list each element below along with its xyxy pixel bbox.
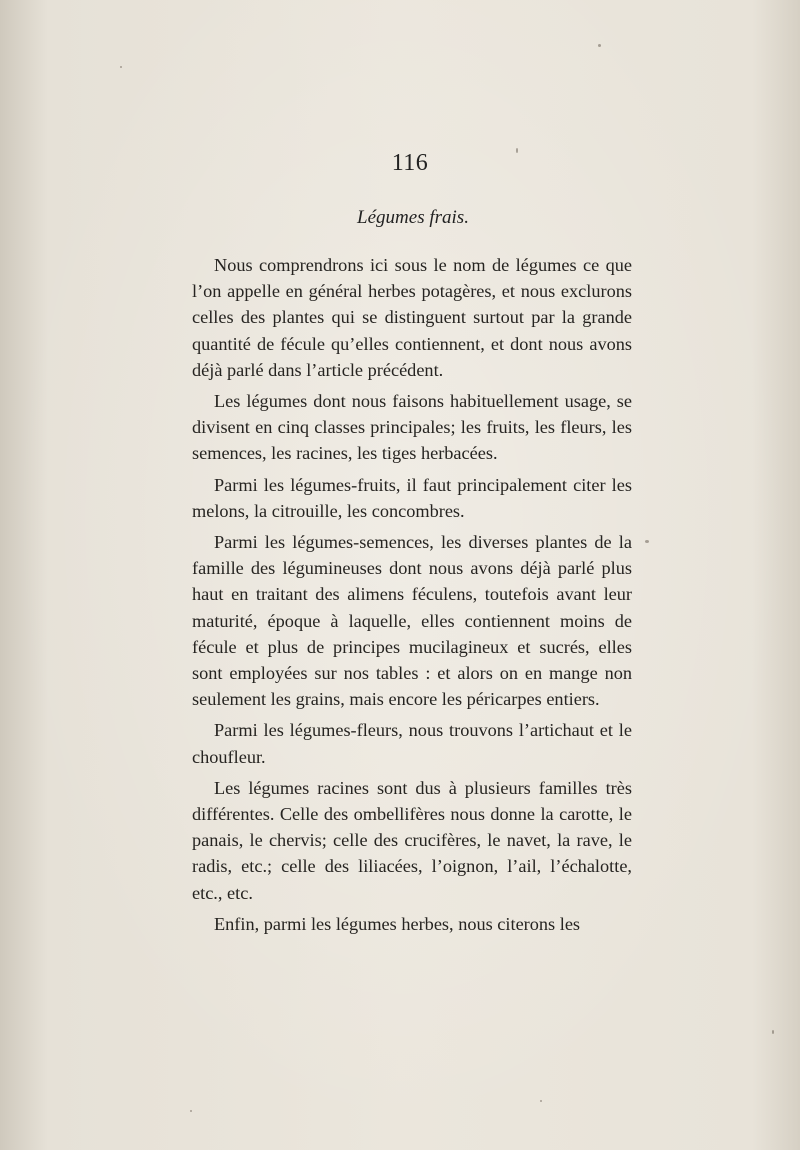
paper-speck (190, 1110, 192, 1112)
paragraph: Les légumes racines sont dus à plusieurs familles très différentes. Celle des ombellifères nous donne la carotte, le panais, le chervis; celle des crucifères, le navet, la rave, le radis, etc.; celle des liliacées, l’oignon, l’ail, l’échalotte, etc., etc. (192, 777, 632, 903)
paragraph: Les légumes dont nous faisons habituellement usage, se divisent en cinq classes principales; les fruits, les fleurs, les semences, les racines, les tiges herbacées. (192, 391, 632, 464)
paragraph: Nous comprendrons ici sous le nom de légumes ce que l’on appelle en général herbes potagères, et nous exclurons celles des plantes qui se distinguent surtout par la grande quantité de fécule qu’elles contiennent, et dont nous avons déjà parlé dans l’article précédent. (192, 255, 632, 380)
paragraph: Parmi les légumes-fleurs, nous trouvons l’artichaut et le choufleur. (192, 720, 632, 767)
paragraph: Enfin, parmi les légumes herbes, nous citerons les (214, 913, 581, 934)
paper-speck (540, 1100, 542, 1102)
page-number: 116 (391, 150, 429, 176)
paragraph: Parmi les légumes-fruits, il faut principalement citer les melons, la citrouille, les concombres. (192, 474, 632, 521)
body-text (192, 252, 632, 942)
section-title: Légumes frais. (357, 207, 469, 228)
paper-speck (598, 44, 601, 47)
paper-speck (645, 540, 649, 543)
paper-speck (772, 1030, 774, 1034)
paragraph: Parmi les légumes-semences, les diverses plantes de la famille des légumineuses dont nous avons déjà parlé plus haut en traitant des alimens féculens, toutefois avant leur maturité, époque à laquelle, elles contiennent moins de fécule et plus de principes mucilagineux et sucrés, elles sont employées sur nos tables : et alors on en mange non seulement les grains, mais encore les péricarpes entiers. (192, 532, 632, 710)
paper-speck (120, 66, 122, 68)
